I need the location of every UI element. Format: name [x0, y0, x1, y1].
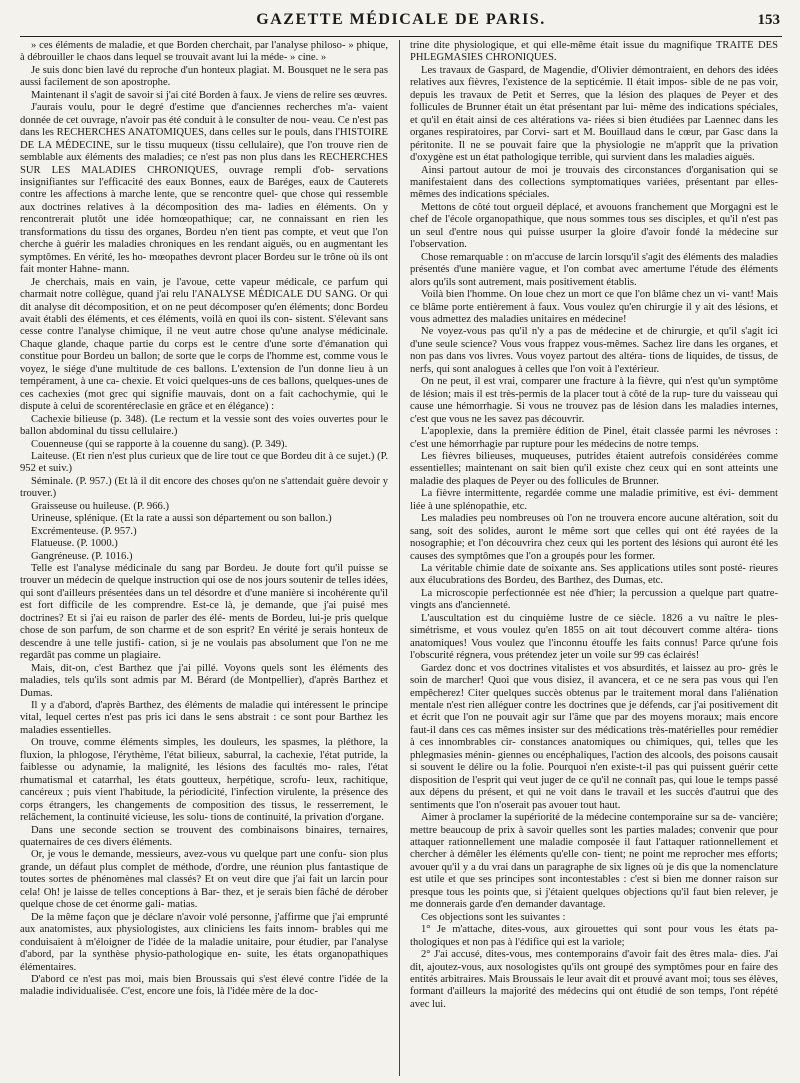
left-column-paragraph: On trouve, comme éléments simples, les douleurs, les spasmes, la pléthore, la fluxion, la phlogose, l'érythème, l'état bilieux, saburral, la cachexie, l'état putride, la faiblesse ou adynamie, la malignité, les lésions des facultés mo- rales, l'état rhumatismal et catarrhal, les états goutteux, herpétique, scrofu- leux, rachitique, cancéreux ; puis vient l'habitude, la périodicité, l'infection virulente, la présence des corps étrangers, les changements de composition des tissus, le resserrement, le relâchement, la continuité vicieuse, les solu- tions de continuité, la privation d'organe. [20, 737, 388, 824]
left-column-paragraph: Dans une seconde section se trouvent des combinaisons binaires, ternaires, quaternaires de ces divers éléments. [20, 824, 388, 848]
left-column-paragraph: » ces éléments de maladie, et que Borden cherchait, par l'analyse philoso- » phique, à débrouiller le chaos dans lequel se trouvait avant lui la méde- » cine. » [20, 40, 388, 64]
right-column-paragraph: trine dite physiologique, et qui elle-même était issue du magnifique TRAITÉ DES PHLEGMASIES CHRONIQUES. [410, 40, 778, 64]
left-column-paragraph: Or, je vous le demande, messieurs, avez-vous vu quelque part une confu- sion plus grande, un défaut plus complet de méthode, d'ordre, une réunion plus fantastique de toutes sortes de phénomènes mal classés? Et on veut dire que j'ai fait un larcin pour cela! Oh! je laisse de telles conceptions à Bar- thez, et je serais bien fâché de dérober quelque chose de cet énorme gali- matias. [20, 849, 388, 911]
page-header [20, 10, 782, 37]
right-column-paragraph: Ne voyez-vous pas qu'il n'y a pas de médecine et de chirurgie, et qu'il s'agit ici d'une seule science? Vous vous frappez vous-mêmes. Sachez lire dans les organes, et non pas dans vos livres. Vous voyez partout des altéra- tions de liquides, de tissus, de nerfs, qui sont analogues à celles que l'on voit à l'extérieur. [410, 326, 778, 375]
left-column-paragraph: Cachexie bilieuse (p. 348). (Le rectum et la vessie sont des voies ouvertes pour le ballon abdominal du tissu cellulaire.) [20, 413, 388, 438]
right-column-paragraph: Aimer à proclamer la supériorité de la médecine contemporaine sur sa de- vancière; mettre beaucoup de prix à savoir quelles sont les parties malades; convenir que pour attaquer rationnellement une maladie composée il faut l'attaquer rationnellement et chercher à démêler les éléments qu'elle con- tient; ne point me reprocher mes efforts; avouer qu'il y a du vrai dans un paragraphe de six lignes où je dis que la nomenclature est utile et que ses principes sont incontestables : c'est si bien me donner raison sur presque tous les points que, si j'étaient quelques objections qu'il faut bien relever, je me donnerais garde d'en demander davantage. [410, 812, 778, 911]
left-column-paragraph: Graisseuse ou huileuse. (P. 966.) [31, 500, 169, 512]
right-column-paragraph: Gardez donc et vos doctrines vitalistes et vos absurdités, et laissez au pro- grès le soin de marcher! Quoi que vous disiez, il avancera, et ce ne sera pas vous qui l'en empêcherez! Citer quelques succès obtenus par le traitement moral dans l'aliénation mentale n'est rien alléguer contre les doctrines que je défends, car j'ai positivement dit et écrit que l'on ne pouvait agir sur l'âme que par des moyens moraux; mais encore faut-il dans ces cas mêmes insister sur des médications très-matérielles pour remédier à ces innombrables cir- constances anatomiques ou chimiques, qui, telles que les phlegmasies ménin- giennes ou encéphaliques, l'action des alcools, des poisons causait si souvent le délire ou la folie. Pourquoi n'en existe-t-il pas qui puissent guérir cette disposition de l'esprit qui veut juger de ce qu'il ne connaît pas, qui loue le temps passé aux dépens du présent, et qui ne voit dans le travail et les succès d'autrui que des sentiments que l'on n'oserait pas avouer tout haut. [410, 662, 778, 811]
left-column-paragraph: Je suis donc bien lavé du reproche d'un honteux plagiat. M. Bousquet ne le sera pas aussi facilement de son apostrophe. [20, 64, 388, 89]
publication-title: GAZETTE MÉDICALE DE PARIS. [256, 11, 546, 28]
right-column-paragraph: Ces objections sont les suivantes : [421, 911, 566, 923]
right-column-paragraph: L'auscultation est du cinquième lustre de ce siècle. 1826 a vu naître le ples- simétrisme, et vous voulez qu'en 1855 on ait tout découvert comme altéra- tions anatomiques! Vous voulez que l'inconnu étouffe les faits connus! Parce qu'une fois l'obscurité régnera, vous prétendez jeter un voile sur 99 cas éclairés! [410, 612, 778, 662]
right-column-paragraph: Voilà bien l'homme. On loue chez un mort ce que l'on blâme chez un vi- vant! Mais ce blâme porte entièrement à faux. Vous voulez qu'en chirurgie il y ait des lésions, et vous admettez des maladies unitaires en médecine! [410, 289, 778, 325]
left-column-paragraph: Laiteuse. (Et rien n'est plus curieux que de lire tout ce que Bordeu dit à ce sujet.) (P. 952 et suiv.) [20, 450, 388, 475]
right-column-paragraph: Ainsi partout autour de moi je trouvais des circonstances d'organisation qui se manifestaient dans des collections symptomatiques variées, présentant par elles-mêmes des indications spéciales. [410, 164, 778, 201]
right-column-paragraph: La microscopie perfectionnée est née d'hier; la percussion a quelque part quatre-vingts ans d'ancienneté. [410, 587, 778, 612]
left-column-paragraph: Mais, dit-on, c'est Barthez que j'ai pillé. Voyons quels sont les éléments des maladies, tels qu'ils sont admis par M. Bérard (de Montpellier), d'après Barthez et Dumas. [20, 662, 388, 699]
right-column-paragraph: L'apoplexie, dans la première édition de Pinel, était classée parmi les névroses : c'est une hémorrhagie par rupture pour les médecins de notre temps. [410, 426, 778, 450]
left-column [20, 40, 388, 1076]
right-column-paragraph: On ne peut, il est vrai, comparer une fracture à la fièvre, qui n'est qu'un symptôme de lésion; mais il est très-permis de la placer tout à côté de la rup- ture du vaisseau qui cause une hémorrhagie. Si vous ne trouvez pas de lésion dans les maladies internes, c'est que vous ne les savez pas découvrir. [410, 376, 778, 425]
right-column-paragraph: Les maladies peu nombreuses où l'on ne trouvera encore aucune altération, soit du sang, soit des solides, auront le même sort que celles qui ont été rayées de la nosographie; et l'on découvrira chez ceux qui les portent des lésions qui auront été les causes des symptômes que l'on a groupés pour les former. [410, 513, 778, 562]
left-column-paragraph: Il y a d'abord, d'après Barthez, des éléments de maladie qui intéressent le principe vital, lequel certes n'est pas pris ici dans le sens abstrait : ce sont pour Barthez les maladies essentielles. [20, 700, 388, 736]
left-column-paragraph: Je cherchais, mais en vain, je l'avoue, cette vapeur médicale, ce parfum qui charmait notre collègue, quand j'ai relu l'ANALYSE MÉDICALE DU SANG. Or qui dit analyse dit décomposition, et on ne peut décomposer qu'en éléments; donc Bordeu avait établi des éléments, et ces éléments, voilà en quoi ils con- sistent. S'élevant sans cesse contre l'analyse chimique, il ne veut autre chose qu'une analyse médicinale. Chaque glande, chaque partie du corps est le centre d'une sorte d'émanation qui constitue pour Bordeu un ballon; de sorte que le corps de l'homme est, comme vous le voyez, le siége d'une multitude de ces ballons. L'extension de l'un donne lieu à un tempérament, à une ca- chexie. Et voici quelques-uns de ces ballons, quelques-unes de ces cachexies (mot grec qui signifie mauvais, dont on a fait cachochymie, qui le dispute à celui de scorentéreclasie en grâce et en élégance) : [20, 276, 388, 413]
page-number: 153 [757, 12, 780, 28]
left-column-paragraph: De la même façon que je déclare n'avoir volé personne, j'affirme que j'ai emprunté aux anatomistes, aux physiologistes, aux cliniciens les faits innom- brables qui me conduisaient à m'éloigner de l'idée de la maladie unitaire, pour étudier, par l'analyse d'abord, par la synthèse physio-pathologique en- suite, les états organopathiques élémentaires. [20, 911, 388, 973]
right-column-paragraph: Les travaux de Gaspard, de Magendie, d'Olivier démontraient, en dehors des idées relatives aux fièvres, l'existence de la septicémie. Il était impos- sible de ne pas voir, depuis les travaux de Petit et Serres, que la lésion des plaques de Peyer et des follicules de Brunner était un état présentant par lui- même des indications spéciales, et qu'il en était ainsi de ces altérations va- riées si bien étudiées par Laennec dans les organes respiratoires, par Corvi- sart et M. Bouillaud dans le cœur, par Gasc dans la péritonite. Il ne se pouvait faire que la physiologie ne m'apprît que la privation d'oxygène est un état pathologique terrible, qui survient dans les maladies aiguës. [410, 64, 778, 164]
left-column-paragraph: Couenneuse (qui se rapporte à la couenne du sang). (P. 349). [31, 438, 288, 450]
left-column-paragraph: Gangréneuse. (P. 1016.) [31, 550, 133, 562]
right-column-paragraph: La fièvre intermittente, regardée comme une maladie primitive, est évi- demment liée à une splénopathie, etc. [410, 488, 778, 512]
right-column-paragraph: 2° J'ai accusé, dites-vous, mes contemporains d'avoir fait des êtres mala- dies. J'ai dit, ajoutez-vous, aux nosologistes qu'ils ont groupé des symptômes pour en faire des entités arbitraires. Mais Broussais le leur avait dit et prouvé avant moi; tous ses élèves, formant d'ailleurs la majorité des médecins qui ont étudié de son temps, l'ont répété avec lui. [410, 949, 778, 1010]
right-column-paragraph: 1° Je m'attache, dites-vous, aux girouettes qui sont pour vous les états pa- thologiques et non pas à l'édifice qui est la variole; [410, 924, 778, 948]
newspaper-page [20, 10, 782, 1076]
left-column-paragraph: Séminale. (P. 957.) (Et là il dit encore des choses qu'on ne s'attendait guère devoir y trouver.) [20, 475, 388, 500]
right-column-paragraph: La véritable chimie date de soixante ans. Ses applications utiles sont posté- rieures aux élucubrations des Bordeu, des Barthez, des Dumas, etc. [410, 563, 778, 587]
right-column [410, 40, 778, 1076]
right-column-paragraph: Les fièvres bilieuses, muqueuses, putrides étaient autrefois considérées comme essentielles; maintenant on sait bien qu'il existe chez ceux qui en sont atteints une maladie des plaques de Peyer ou des follicules de Brunner. [410, 450, 778, 487]
article-columns [20, 40, 782, 1076]
left-column-paragraph: Excrémenteuse. (P. 957.) [31, 525, 137, 537]
left-column-paragraph: Maintenant il s'agit de savoir si j'ai cité Borden à faux. Je viens de relire ses œuvres. [31, 89, 388, 101]
left-column-paragraph: J'aurais voulu, pour le degré d'estime que d'anciennes recherches m'a- vaient donnée de cet ouvrage, n'avoir pas été conduit à le consulter de nou- veau. Ce n'est pas dans les RECHERCHES ANATOMIQUES, dans celles sur le pouls, dans l'HISTOIRE DE LA MÉDECINE, sur le tissu muqueux (tissu cellulaire), que l'on trouve rien de semblable aux éléments des maladies; ce n'est pas non plus dans les RECHERCHES SUR LES MALADIES CHRONIQUES, ouvrage rempli d'ob- servations insignifiantes sur l'efficacité des eaux Bonnes, eaux de Baréges, eaux de Cauterets contre les affections à marche lente, que se rencontre quel- que chose qui ressemble aux doctrines relatives à la décomposition des ma- ladies en éléments. On y rencontrerait plutôt une idée homœopathique; car, ne connaissant en rien les transformations du tissu des organes, Bordeu n'en tient pas compte, et veut que l'on cherche à guérir les maladies chroniques en les rendant aiguës, ou en augmentant les symptômes. En vérité, les ho- mœopathes devront placer Bordeu sur le trône où ils ont fait monter Hahne- mann. [20, 102, 388, 276]
left-column-paragraph: D'abord ce n'est pas moi, mais bien Broussais qui s'est élevé contre l'idée de la maladie individualisée. C'est, encore une fois, là l'idée mère de la doc- [20, 973, 388, 998]
left-column-paragraph: Flatueuse. (P. 1000.) [31, 538, 118, 550]
right-column-paragraph: Mettons de côté tout orgueil déplacé, et avouons franchement que Morgagni est le chef de l'école organopathique, que nous sommes tous ses disciples, et qu'il n'est pas un seul d'entre nous qui puisse usurper la gloire d'avoir fondé la médecine sur l'observation. [410, 201, 778, 251]
left-column-paragraph: Urineuse, splénique. (Et la rate a aussi son département ou son ballon.) [31, 513, 332, 525]
left-column-paragraph: Telle est l'analyse médicinale du sang par Bordeu. Je doute fort qu'il puisse se trouver un médecin de quelque instruction qui ose de nos jours soutenir de telles idées, qui sont d'ailleurs présentées dans un tel désordre et d'une manière si incohérente qu'il est fort difficile de les comprendre. Est-ce là, je demande, que j'ai puisé mes doctrines? Et si j'ai eu raison de parler des élé- ments de Bordeu, lui-je pris quelque chose de son parfum, de son charme et de son esprit? En vérité je serais honteux de descendre à une telle justifi- cation, si je ne voulais pas absolument que l'on ne me regardât pas comme un plagiaire. [20, 563, 388, 662]
right-column-paragraph: Chose remarquable : on m'accuse de larcin lorsqu'il s'agit des éléments des maladies présentés d'une manière vague, et l'on combat avec amertume l'étude des éléments alors qu'ils sont autrement, mais positivement établis. [410, 251, 778, 288]
